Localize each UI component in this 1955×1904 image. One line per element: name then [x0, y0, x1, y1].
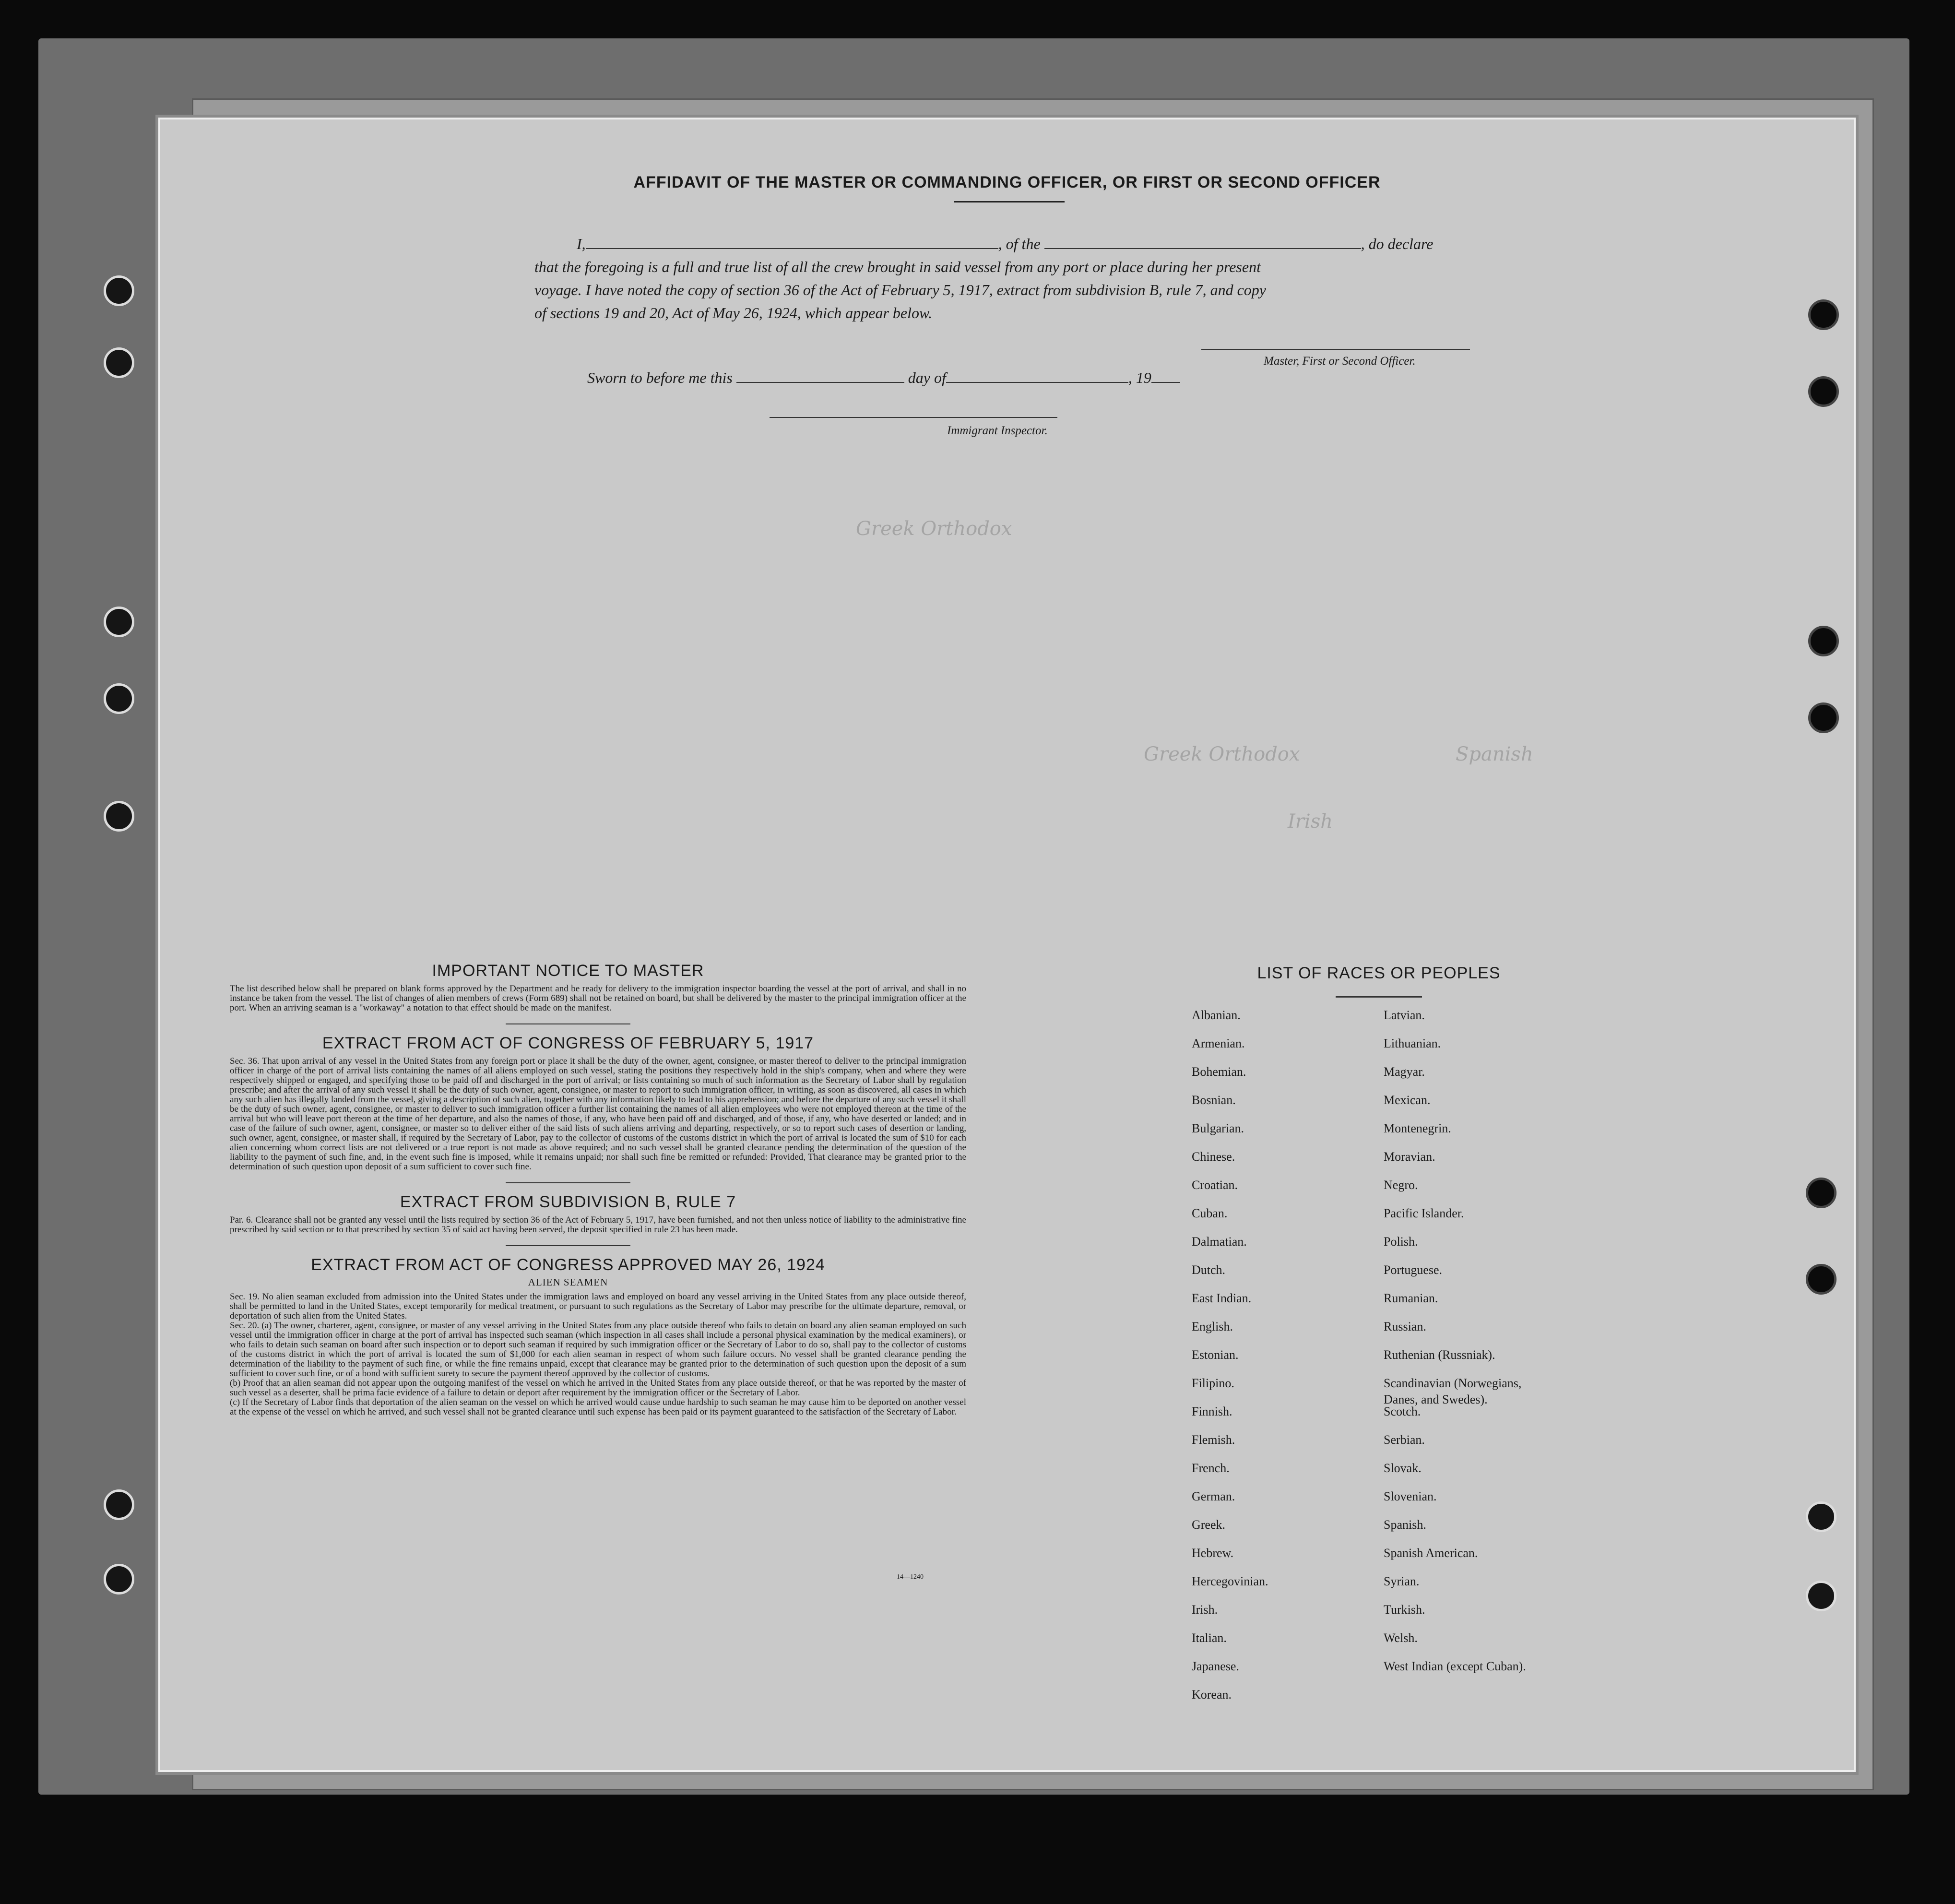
- archive-board: [38, 38, 1909, 1795]
- races-title: LIST OF RACES OR PEOPLES: [1257, 964, 1501, 982]
- extract-1917-text: Sec. 36. That upon arrival of any vessel in the United States from any foreign port or place it shall be the duty of the owner, agent, consignee, or master thereof to deliver to the principal immigration officer in charge of the port of arrival lists containing the names of all aliens employed on such vessel, stating the positions they respectively hold in the ship's company, when and where they were respectively shipped or engaged, and specifying those to be paid off and discharged in the port of arrival; or lists containing so much of such information as the Secretary of Labor shall by regulation prescribe; and after the arrival of any such vessel it shall be the duty of such owner, agent, consignee, or master to report to such immigration officer, in writing, as soon as discovered, all cases in which any such alien has illegally landed from the vessel, giving a description of such alien, together with any information likely to lead to his apprehension; and before the departure of any such vessel it shall be the duty of such owner, agent, consignee, or master to deliver to such immigration officer a further list containing the names of all alien employees who were not employed thereon at the time of the arrival but who will leave port thereon at the time of her departure, and also the names of those, if any, who have been paid off and discharged, and of those, if any, who have deserted or landed; and in case of the failure of such owner, agent, consignee, or master so to deliver either of the said lists of such aliens arriving and departing, respectively, or so to report such cases of desertion or landing, such owner, agent, consignee, or master shall, if required by the Secretary of Labor, pay to the collector of customs of the customs district in which the port of arrival is located the sum of $10 for each alien concerning whom correct lists are not delivered or a true report is not made as above required; and no such vessel shall be granted clearance pending the determination of the question of the liability to the payment of such fine, and, in the event such fine is imposed, while it remains unpaid; nor shall such fine be remitted or refunded: Provided, That clearance may be granted prior to the determination of such question upon deposit of a sum sufficient to cover such fine.: [230, 1056, 966, 1172]
- sec-19-text: Sec. 19. No alien seaman excluded from admission into the United States under the immigration laws and employed on board any vessel arriving in the United States from any place outside thereof, shall be permitted to land in the United States, except temporarily for medical treatment, or pursuant to such regulations as the Secretary of Labor may prescribe for the ultimate departure, removal, or deportation of such alien from the United States.: [230, 1292, 966, 1321]
- bleed-through-text: Greek Orthodox: [1144, 743, 1300, 765]
- race-item: Japanese.: [1192, 1659, 1239, 1673]
- extract-1917-title: EXTRACT FROM ACT OF CONGRESS OF FEBRUARY 5, 1917: [322, 1034, 814, 1052]
- race-item: East Indian.: [1192, 1291, 1252, 1305]
- sworn-statement: [587, 369, 1180, 387]
- bleed-through-text: Spanish: [1456, 743, 1533, 765]
- race-item: Magyar.: [1384, 1065, 1425, 1079]
- vessel-blank[interactable]: [1044, 237, 1361, 249]
- race-item: German.: [1192, 1489, 1235, 1503]
- declare-label: , do declare: [1361, 235, 1434, 252]
- races-left-column: [1192, 1007, 1268, 1715]
- alien-seamen-subtitle: ALIEN SEAMEN: [528, 1276, 608, 1288]
- punch-hole: [104, 607, 134, 637]
- notice-text: The list described below shall be prepared on blank forms approved by the Department and be ready for delivery to the immigration inspector boarding the vessel at the port of arrival, and shall in no instance be taken from the vessel. The list of changes of alien members of crews (Form 689) shall not be retained on board, but shall be delivered by the master to the principal immigration officer at the port. When an arriving seaman is a "workaway" a notation to that effect should be made on the manifest.: [230, 984, 966, 1013]
- i-label: I,: [577, 235, 586, 252]
- extract-rule7-title: EXTRACT FROM SUBDIVISION B, RULE 7: [400, 1193, 736, 1211]
- sworn-month-blank[interactable]: [946, 370, 1128, 383]
- punch-hole: [1808, 702, 1839, 733]
- day-of-label: day of: [908, 369, 946, 386]
- sworn-label: Sworn to before me this: [587, 369, 733, 386]
- race-item: Scotch.: [1384, 1404, 1421, 1418]
- race-item: Hebrew.: [1192, 1546, 1234, 1560]
- race-item: English.: [1192, 1320, 1233, 1333]
- race-item: Slovak.: [1384, 1461, 1422, 1475]
- race-item: Portuguese.: [1384, 1263, 1443, 1277]
- extract-rule7-text: Par. 6. Clearance shall not be granted any vessel until the lists required by section 36 of the Act of February 5, 1917, have been furnished, and not then unless notice of liability to the administrative fine prescribed by said section or to that prescribed by section 35 of said act having been served, the deposit specified in rule 23 has been made.: [230, 1215, 966, 1235]
- notice-title: IMPORTANT NOTICE TO MASTER: [432, 962, 704, 980]
- punch-hole: [104, 801, 134, 832]
- race-item: Hercegovinian.: [1192, 1574, 1268, 1588]
- race-item: Croatian.: [1192, 1178, 1238, 1192]
- master-signature-label: Master, First or Second Officer.: [1264, 355, 1416, 368]
- punch-hole: [1806, 1264, 1837, 1295]
- race-item: Greek.: [1192, 1518, 1226, 1532]
- race-item: Estonian.: [1192, 1348, 1239, 1362]
- document-sheet: [158, 118, 1856, 1772]
- bleed-through-text: Greek Orthodox: [856, 518, 1012, 540]
- race-item: Moravian.: [1384, 1150, 1435, 1164]
- bleed-through-text: Irish: [1288, 810, 1333, 833]
- race-item: Turkish.: [1384, 1603, 1425, 1617]
- race-item: Spanish.: [1384, 1518, 1426, 1532]
- punch-hole: [104, 275, 134, 306]
- race-item: Filipino.: [1192, 1376, 1234, 1390]
- sec-20b-text: (b) Proof that an alien seaman did not appear upon the outgoing manifest of the vessel on which he arrived in the United States from any place outside thereof, or that he was reported by the master of such vessel as a deserter, shall be prima facie evidence of a failure to detain or deport after requirement by the immigration officer or the Secretary of Labor.: [230, 1378, 966, 1398]
- punch-hole: [104, 683, 134, 714]
- race-item: Serbian.: [1384, 1433, 1425, 1447]
- race-item: French.: [1192, 1461, 1230, 1475]
- race-item: Spanish American.: [1384, 1546, 1478, 1560]
- race-item: Korean.: [1192, 1688, 1232, 1702]
- section-rule: [506, 1182, 630, 1183]
- affidavit-line-3: voyage. I have noted the copy of section 36 of the Act of February 5, 1917, extract from subdivision B, rule 7, and copy: [534, 281, 1266, 298]
- race-item: Dutch.: [1192, 1263, 1226, 1277]
- master-signature-line[interactable]: [1201, 349, 1470, 350]
- race-item: Chinese.: [1192, 1150, 1235, 1164]
- race-item: Polish.: [1384, 1235, 1418, 1249]
- affidavit-title: AFFIDAVIT OF THE MASTER OR COMMANDING OFFICER, OR FIRST OR SECOND OFFICER: [633, 173, 1381, 191]
- punch-hole: [1806, 1501, 1837, 1532]
- race-item: West Indian (except Cuban).: [1384, 1659, 1526, 1673]
- race-item: Negro.: [1384, 1178, 1418, 1192]
- punch-hole: [1808, 376, 1839, 407]
- punch-hole: [1808, 299, 1839, 330]
- sec-20c-text: (c) If the Secretary of Labor finds that deportation of the alien seaman on the vessel on which he arrived would cause undue hardship to such seaman he may cause him to be deported on another vessel at the expense of the vessel on which he arrived, and such vessel shall not be granted clearance until such expense has been paid or its payment guaranteed to the satisfaction of the Secretary of Labor.: [230, 1397, 966, 1417]
- name-blank[interactable]: [586, 237, 998, 249]
- race-item: Bosnian.: [1192, 1093, 1236, 1107]
- race-item: Syrian.: [1384, 1574, 1420, 1588]
- race-item: Welsh.: [1384, 1631, 1418, 1645]
- punch-hole: [104, 1564, 134, 1595]
- punch-hole: [104, 347, 134, 378]
- title-rule: [954, 201, 1065, 202]
- inspector-signature-label: Immigrant Inspector.: [947, 424, 1048, 437]
- races-right-column: [1384, 1007, 1526, 1687]
- punch-hole: [104, 1489, 134, 1520]
- race-item: Dalmatian.: [1192, 1235, 1247, 1249]
- section-rule: [506, 1023, 630, 1024]
- punch-hole: [1806, 1178, 1837, 1208]
- race-item: Bulgarian.: [1192, 1121, 1244, 1135]
- inspector-signature-line[interactable]: [770, 417, 1057, 418]
- races-rule: [1336, 996, 1422, 998]
- race-item: Armenian.: [1192, 1036, 1245, 1050]
- affidavit-line-4: of sections 19 and 20, Act of May 26, 1924, which appear below.: [534, 304, 932, 321]
- sec-20a-text: Sec. 20. (a) The owner, charterer, agent, consignee, or master of any vessel arriving in the United States from any place outside thereof who fails to detain on board any alien seaman employed on such vessel until the immigration officer in charge at the port of arrival has inspected such seaman (which inspection in all cases shall include a personal physical examination by the medical examiners), or who fails to detain such seaman on board after such inspection or to deport such seaman if required by such immigration officer or the Secretary of Labor to do so, shall pay to the collector of customs of the customs district in which the port of arrival is located the sum of $1,000 for each alien seaman in respect of whom such failure occurs. No vessel shall be granted clearance pending the determination of the liability to the payment of such fine, or while the fine remains unpaid, except that clearance may be granted prior to the determination of such question upon the deposit of a sum sufficient to cover such fine, or of a bond with sufficient surety to secure the payment thereof approved by the collector of customs.: [230, 1321, 966, 1379]
- of-the-label: , of the: [998, 235, 1041, 252]
- affidavit-body: [534, 232, 1489, 324]
- form-number: 14—1240: [897, 1573, 924, 1581]
- race-item: Italian.: [1192, 1631, 1227, 1645]
- race-item: Scandinavian (Norwegians, Danes, and Swedes).: [1384, 1376, 1522, 1406]
- race-item: Pacific Islander.: [1384, 1206, 1464, 1220]
- punch-hole: [1808, 626, 1839, 656]
- race-item: Rumanian.: [1384, 1291, 1438, 1305]
- race-item: Ruthenian (Russniak).: [1384, 1348, 1495, 1362]
- extract-1924-title: EXTRACT FROM ACT OF CONGRESS APPROVED MAY 26, 1924: [311, 1256, 825, 1274]
- race-item: Russian.: [1384, 1320, 1426, 1333]
- race-item: Mexican.: [1384, 1093, 1431, 1107]
- race-item: Montenegrin.: [1384, 1121, 1451, 1135]
- section-rule: [506, 1245, 630, 1246]
- legal-notices: [160, 962, 976, 1417]
- sworn-year-blank[interactable]: [1151, 370, 1180, 383]
- punch-hole: [1806, 1581, 1837, 1611]
- race-item: Lithuanian.: [1384, 1036, 1441, 1050]
- affidavit-line-2: that the foregoing is a full and true list of all the crew brought in said vessel from any port or place during her present: [534, 258, 1261, 275]
- race-item: Cuban.: [1192, 1206, 1228, 1220]
- race-item: Finnish.: [1192, 1404, 1232, 1418]
- year-label: , 19: [1128, 369, 1151, 386]
- race-item: Latvian.: [1384, 1008, 1425, 1022]
- race-item: Slovenian.: [1384, 1489, 1437, 1503]
- sworn-day-blank[interactable]: [736, 370, 904, 383]
- race-item: Irish.: [1192, 1603, 1218, 1617]
- race-item: Bohemian.: [1192, 1065, 1246, 1079]
- race-item: Albanian.: [1192, 1008, 1241, 1022]
- affidavit-line-1: [534, 232, 1489, 255]
- race-item: Flemish.: [1192, 1433, 1235, 1447]
